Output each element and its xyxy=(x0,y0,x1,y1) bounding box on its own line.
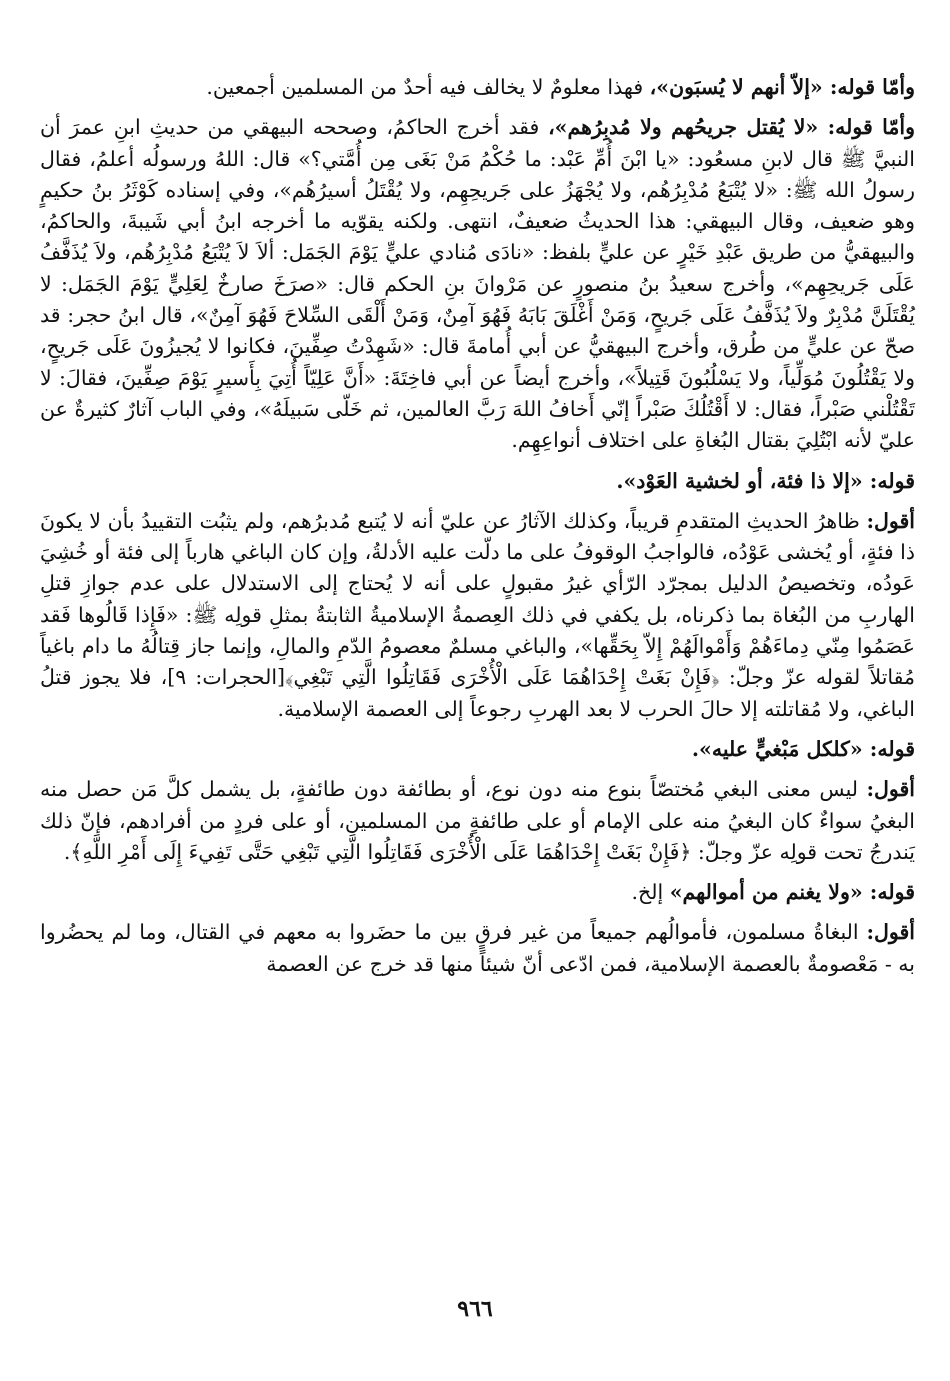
paragraph-heading-oppressed xyxy=(40,734,915,765)
paragraph-lead: قوله: «ولا يغنم من أموالهم» xyxy=(669,880,915,905)
paragraph-body: فقد أخرج الحاكمُ، وصححه البيهقي من حديثِ ابنِ عمرَ أن النبيَّ ﷺ قال لابنِ مسعُود: «يا ابْنَ أُمِّ عَبْد: ما حُكْمُ مَنْ بَغَى مِن أُمَّتي؟» قال: اللهُ ورسولُه أعلمُ، فقال رسولُ الله ﷺ: «لا يُتْبَعُ مُدْبِرُهُم، ولا يُجْهَزُ على جَريحِهِم، ولا يُقْتَلُ أسيرُهُم»، وفي إسناده كَوْثَرُ بنُ حكيمٍ وهو ضعيف، وقال البيهقي: هذا الحديثُ ضعيفٌ، انتهى. ولكنه يقوّيه ما أخرجه ابنُ أبي شَيبةَ، والحاكمُ، والبيهقيُّ من طريق عَبْدِ خَيْرٍ عن عليٍّ بلفظ: «نادَى مُنادي عليٍّ يَوْمَ الجَمَل: ألاَ لاَ يُتْبَعُ مُدْبِرُهُم، ولاَ يُذَفَّفُ عَلَى جَريحِهِم»، وأخرج سعيدُ بنُ منصورٍ عن مَرْوانَ بنِ الحكم قال: «صرَخَ صارخٌ لِعَلِيٍّ يَوْمَ الجَمَل: لا يُقْتَلَنَّ مُدْبِرٌ ولاَ يُذَفَّفُ عَلَى جَريحٍ، وَمَنْ أَغْلَقَ بَابَهُ فَهُوَ آمِنٌ، وَمَنْ أَلْقَى السِّلاحَ فَهُوَ آمِنٌ»، قال ابنُ حجر: قد صحّ عن عليٍّ من طُرق، وأخرج البيهقيُّ عن أبي أُمامةَ قال: «شَهِدْتُ صِفِّينَ، فكانوا لا يُجيزُونَ عَلَى جَريحٍ، ولا يَقْتُلُونَ مُوَلِّياً، ولا يَسْلُبُونَ قَتِيلاً»، وأخرج أيضاً عن أبي فاخِتَةَ: «أَنَّ عَلِيّاً أُتِيَ بِأَسيرٍ يَوْمَ صِفِّينَ، فقالَ: لا تَقْتُلْني صَبْراً، فقال: لا أَقْتُلُكَ صَبْراً إنّي أَخافُ اللهَ رَبَّ العالمين، ثم خَلّى سَبيلَهُ»، وفي الباب آثارٌ كثيرةٌ عن عليّ لأنه ابْتُلِيَ بقتال البُغاةِ على اختلاف أنواعِهِم. xyxy=(40,115,916,453)
paragraph-lead: أقول: xyxy=(866,508,915,533)
paragraph-commentary-faction xyxy=(40,506,915,725)
paragraph-heading-spoils xyxy=(40,877,915,908)
paragraph-body: ظاهرُ الحديثِ المتقدمِ قريباً، وكذلك الآثارُ عن عليّ أنه لا يُتبع مُدبرُهم، ولم يثبُت التقييدُ بأن لا يكونَ ذا فئةٍ، أو يُخشى عَوْدُه، فالواجبُ الوقوفُ على ما دلّت عليه الأدلةُ، وإن كان الباغي هارباً إلى فئة أو خُشِيَ عَودُه، وتخصيصُ الدليل بمجرّد الرّأي غيرُ مقبولٍ على أنه لا يُحتاج إلى الاستدلال على عدم جوازِ قتلِ الهاربِ من البُغاة بما ذكرناه، بل يكفي في ذلك العِصمةُ الإسلاميةُ الثابتةُ بمثلِ قولِه ﷺ: «فَإِذا قَالُوها فَقد عَصَمُوا مِنّي دِماءَهُمْ وَأَمْوالَهُمْ إِلاّ بِحَقِّها»، والباغي مسلمٌ معصومُ الدّمِ والمالِ، وإنما جاز قِتالُهُ ما دام باغياً مُقاتلاً لقوله عزّ وجلّ: ﴿فَإِنْ بَغَتْ إِحْدَاهُمَا عَلَى الْأُخْرَى فَقَاتِلُوا الَّتِي تَبْغِي﴾[الحجرات: ٩]، فلا يجوز قتلُ الباغي، ولا مُقاتلته إلا حالَ الحرب لا بعد الهربِ رجوعاً إلى العصمة الإسلامية. xyxy=(40,508,915,721)
paragraph-commentary-oppression xyxy=(40,774,915,868)
paragraph-lead: وأمّا قوله: «إلاّ أنهم لا يُسبَون»، xyxy=(649,75,915,99)
page-text xyxy=(40,72,915,1352)
paragraph-body: ليس معنى البغي مُختصّاً بنوع منه دون نوع، أو بطائفة دون طائفةٍ، بل يشمل كلَّ مَن حصل منه البغيُ سواءٌ كان البغيُ منه على الإمام أو على طائفةٍ من المسلمين، أو على فردٍ من أفرادهم، فإنّ ذلك يَندرجُ تحت قولِه عزّ وجلّ: ﴿فَإِنْ بَغَتْ إِحْدَاهُمَا عَلَى الْأُخْرَى فَقَاتِلُوا الَّتِي تَبْغِي حَتَّى تَفِيءَ إِلَى أَمْرِ اللَّهِ﴾. xyxy=(40,777,915,864)
paragraph-lead: قوله: «كلكل مَبْغيٍّ عليه». xyxy=(691,736,915,761)
paragraph-wounded-fleeing xyxy=(40,112,915,456)
paragraph-body: إلخ. xyxy=(631,880,670,905)
paragraph-not-enslaved xyxy=(40,72,915,103)
page-number: ٩٦٦ xyxy=(457,1296,493,1322)
paragraph-lead: قوله: «إلا ذا فئة، أو لخشية العَوْد». xyxy=(616,468,915,493)
paragraph-commentary-spoils xyxy=(40,917,915,980)
paragraph-body: البغاةُ مسلمون، فأموالُهم جميعاً من غير فرقٍ بين ما حضَروا به معهم في القتال، وما لم يحضُروا به - مَعْصومةٌ بالعصمة الإسلامية، فمن ادّعى أنّ شيئاً منها قد خرج عن العصمة xyxy=(40,920,915,976)
paragraph-lead: وأمّا قوله: «لا يُقتل جريحُهم ولا مُدبِرُهم»، xyxy=(548,115,916,140)
paragraph-heading-faction xyxy=(40,466,915,497)
paragraph-lead: أقول: xyxy=(866,920,915,945)
paragraph-lead: أقول: xyxy=(866,777,915,802)
paragraph-body: فهذا معلومٌ لا يخالف فيه أحدٌ من المسلمين أجمعين. xyxy=(206,75,650,99)
